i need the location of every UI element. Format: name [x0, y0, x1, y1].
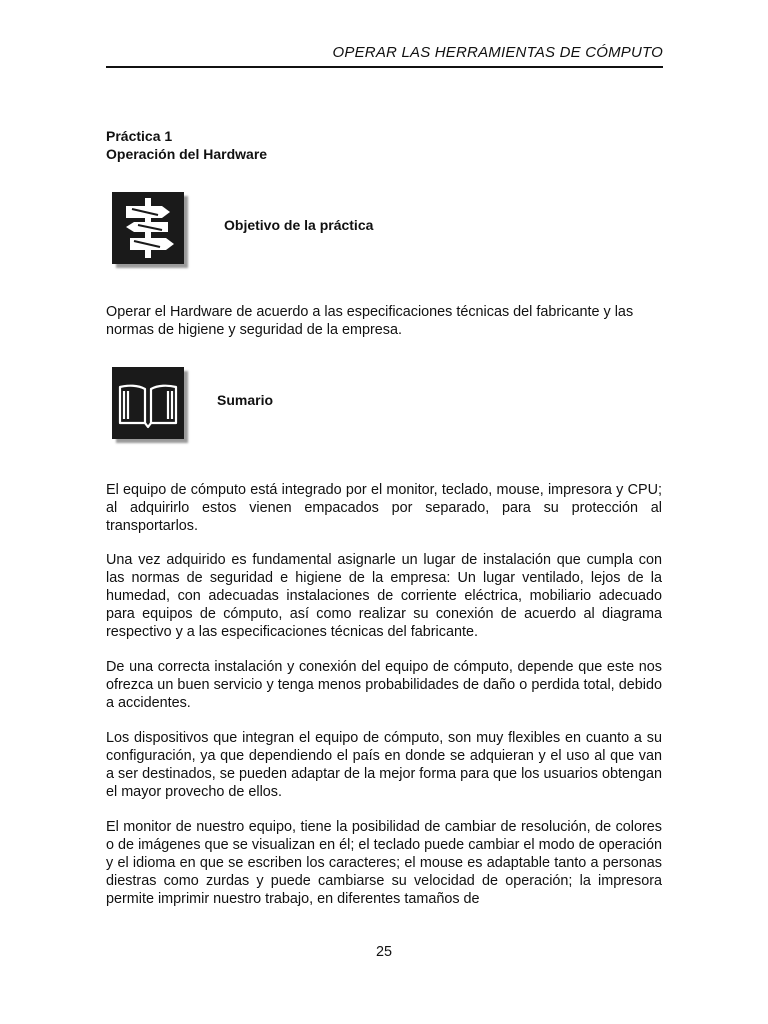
- summary-heading: Sumario: [217, 392, 274, 408]
- running-header: OPERAR LAS HERRAMIENTAS DE CÓMPUTO: [332, 44, 663, 61]
- summary-paragraph: Los dispositivos que integran el equipo de cómputo, son muy flexibles en cuanto a su configuración, ya que dependiendo el país en donde se adquieran y el uso al que van a ser destinados, se pueden adaptar de la mejor forma para que los usuarios obtengan el mayor provecho de ellos.: [106, 730, 662, 800]
- practice-title-block: [106, 127, 267, 163]
- summary-paragraph: El equipo de cómputo está integrado por el monitor, teclado, mouse, impresora y CPU; al adquirirlo estos vienen empacados por separado, para su protección al transportarlos.: [106, 482, 662, 534]
- header-rule: [106, 66, 663, 68]
- practice-number: Práctica 1: [106, 128, 173, 144]
- summary-paragraph: De una correcta instalación y conexión del equipo de cómputo, depende que este nos ofrezca un buen servicio y tenga menos probabilidades de daño o perdida total, debido a accidentes.: [106, 659, 662, 711]
- objective-heading: Objetivo de la práctica: [224, 217, 374, 233]
- summary-paragraph: El monitor de nuestro equipo, tiene la posibilidad de cambiar de resolución, de colores o de imágenes que se visualizan en él; el teclado puede cambiar el modo de operación y el idioma en que se escriben los caracteres; el mouse es adaptable tanto a personas diestras como zurdas y puede cambiarse su velocidad de operación; la impresora permite imprimir nuestro trabajo, en diferentes tamaños de: [106, 819, 662, 907]
- summary-paragraph: Una vez adquirido es fundamental asignarle un lugar de instalación que cumpla con las normas de seguridad e higiene de la empresa: Un lugar ventilado, lejos de la humedad, con adecuadas instalaciones de corriente eléctrica, mobiliario adecuado para equipos de cómputo, así como realizar su conexión de acuerdo al diagrama respectivo y a las especificaciones técnicas del fabricante.: [106, 552, 662, 640]
- page-number: 25: [375, 944, 392, 960]
- signpost-icon: [112, 192, 184, 264]
- book-icon: [112, 367, 184, 439]
- practice-title: Operación del Hardware: [106, 146, 268, 162]
- objective-text: Operar el Hardware de acuerdo a las especificaciones técnicas del fabricante y las normas de higiene y seguridad de la empresa.: [106, 304, 634, 338]
